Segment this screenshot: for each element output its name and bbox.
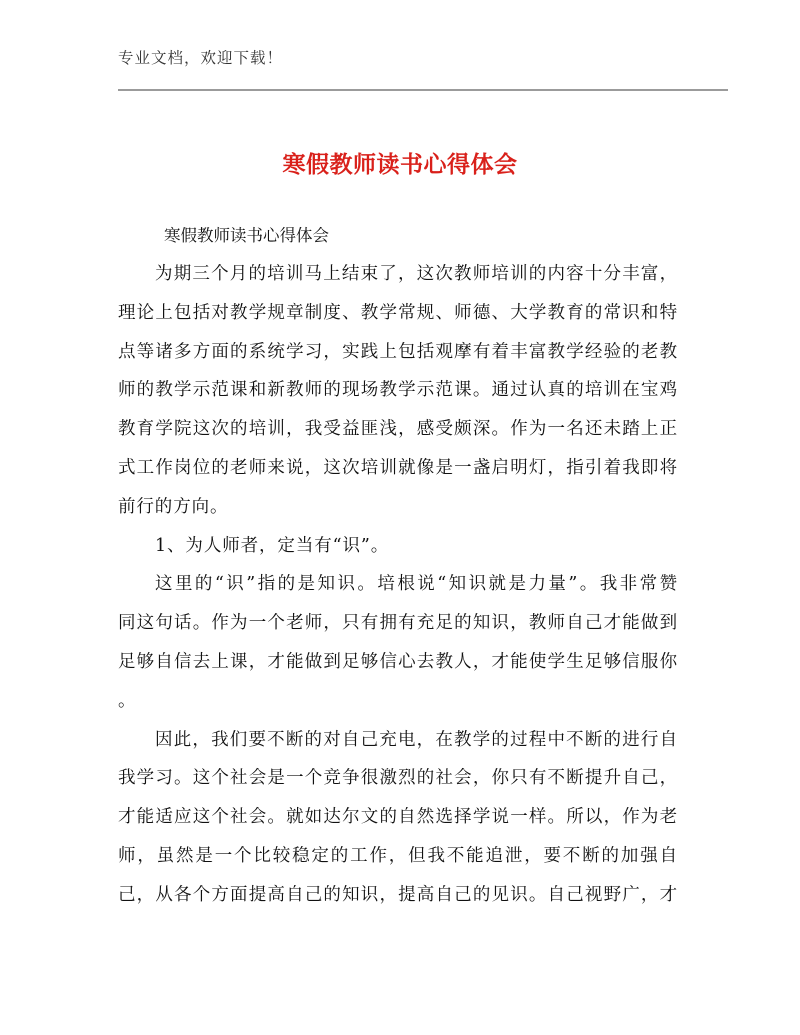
- body-line: 式工作岗位的老师来说，这次培训就像是一盏启明灯，指引着我即将: [118, 457, 678, 478]
- body-line: 前行的方向。: [118, 496, 229, 517]
- body-line: 理论上包括对教学规章制度、教学常规、师德、大学教育的常识和特: [118, 302, 678, 323]
- body-line: 因此，我们要不断的对自己充电，在教学的过程中不断的进行自: [155, 729, 678, 750]
- body-line: 足够自信去上课，才能做到足够信心去教人，才能使学生足够信服你: [118, 651, 678, 672]
- header-text: 专业文档，欢迎下载！: [118, 49, 284, 67]
- body-line: 点等诸多方面的系统学习，实践上包括观摩有着丰富教学经验的老教: [118, 341, 678, 362]
- body-line: 。: [118, 690, 137, 711]
- body-line: 这里的“识”指的是知识。培根说“知识就是力量”。我非常赞: [155, 574, 678, 595]
- body-line: 己，从各个方面提高自己的知识，提高自己的见识。自己视野广，才: [118, 884, 678, 905]
- body-line: 为期三个月的培训马上结束了，这次教师培训的内容十分丰富，: [155, 264, 678, 284]
- document-title: 寒假教师读书心得体会: [282, 152, 518, 178]
- body-line: 同这句话。作为一个老师，只有拥有充足的知识，教师自己才能做到: [118, 613, 678, 634]
- body-line: 师，虽然是一个比较稳定的工作，但我不能追泄，要不断的加强自: [118, 845, 678, 866]
- body-line: 才能适应这个社会。就如达尔文的自然选择学说一样。所以，作为老: [118, 807, 678, 828]
- header-divider: [118, 89, 728, 91]
- document-body: [118, 255, 678, 915]
- body-line: 教育学院这次的培训，我受益匪浅，感受颇深。作为一名还未踏上正: [118, 419, 678, 440]
- body-line: 我学习。这个社会是一个竞争很激烈的社会，你只有不断提升自己，: [118, 768, 678, 789]
- section-subtitle: 寒假教师读书心得体会: [164, 226, 329, 245]
- numbered-heading: 1、为人师者，定当有“识”。: [155, 535, 390, 556]
- body-line: 师的教学示范课和新教师的现场教学示范课。通过认真的培训在宝鸡: [118, 380, 678, 401]
